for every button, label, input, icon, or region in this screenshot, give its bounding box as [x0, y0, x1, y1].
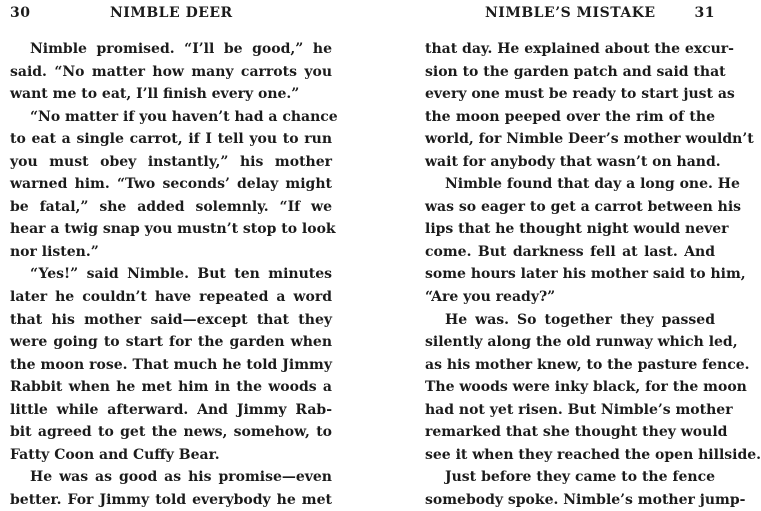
text-line: want me to eat, I’ll finish every one.” — [10, 86, 300, 103]
text-line: Just before they came to the fence — [445, 469, 715, 486]
text-line: that his mother said—except that they — [10, 311, 332, 328]
text-line: wait for anybody that wasn’t on hand. — [425, 153, 721, 170]
text-line: had not yet risen. But Nimble’s mother — [425, 401, 733, 418]
text-line: world, for Nimble Deer’s mother wouldn’t — [425, 131, 754, 148]
text-line: somebody spoke. Nimble’s mother jump- — [425, 491, 746, 508]
text-line: were going to start for the garden when — [10, 334, 332, 351]
left-page — [10, 0, 338, 508]
text-line: warned him. “Two seconds’ delay might — [10, 176, 332, 193]
text-line: see it when they reached the open hillside. — [425, 446, 761, 463]
text-line: Nimble promised. “I’ll be good,” he — [30, 41, 332, 57]
text-line: “Are you ready?” — [425, 289, 556, 306]
text-line: silently along the old runway which led, — [425, 334, 738, 351]
text-line: said. “No matter how many carrots you — [10, 63, 332, 80]
text-line: Fatty Coon and Cuffy Bear. — [10, 446, 220, 463]
text-line: that day. He explained about the excur- — [425, 41, 734, 57]
text-line: come. But darkness fell at last. And — [425, 243, 715, 260]
text-line: be fatal,” she added solemnly. “If we — [10, 198, 332, 215]
text-line: “No matter if you haven’t had a chance — [30, 108, 338, 125]
text-line: was so eager to get a carrot between his — [425, 198, 742, 215]
text-line: Rabbit when he met him in the woods a — [10, 379, 332, 396]
page-number: 31 — [694, 5, 715, 21]
page-number: 30 — [10, 5, 31, 21]
text-line: to eat a single carrot, if I tell you to run — [10, 131, 332, 148]
text-line: as his mother knew, to the pasture fence. — [425, 356, 750, 373]
text-line: nor listen.” — [10, 243, 99, 260]
right-page-header — [425, 5, 715, 25]
text-line: He was as good as his promise—even — [30, 469, 332, 486]
text-line: sion to the garden patch and said that — [425, 63, 726, 80]
right-page-body — [425, 38, 761, 511]
text-line: little while afterward. And Jimmy Rab- — [10, 401, 332, 418]
text-line: you must obey instantly,” his mother — [10, 153, 332, 170]
left-page-header — [10, 5, 332, 25]
text-line: the moon peeped over the rim of the — [425, 108, 715, 125]
text-line: He was. So together they passed — [445, 311, 715, 328]
text-line: Nimble found that day a long one. He — [445, 176, 740, 193]
text-line: bit agreed to get the news, somehow, to — [10, 424, 332, 441]
text-line: lips that he thought night would never — [425, 221, 729, 238]
text-line: some hours later his mother said to him, — [425, 266, 746, 283]
text-line: hear a twig snap you mustn’t stop to look — [10, 221, 336, 238]
left-page-body — [10, 38, 338, 511]
text-line: later he couldn’t have repeated a word — [10, 289, 332, 306]
text-line: every one must be ready to start just as — [425, 86, 735, 103]
right-page — [425, 0, 761, 508]
running-head: NIMBLE’S MISTAKE — [485, 5, 656, 21]
text-line: better. For Jimmy told everybody he met — [10, 491, 332, 508]
text-line: remarked that she thought they would — [425, 424, 728, 441]
text-line: The woods were inky black, for the moon — [425, 379, 747, 396]
text-line: the moon rose. That much he told Jimmy — [10, 356, 332, 373]
text-line: “Yes!” said Nimble. But ten minutes — [30, 266, 332, 283]
running-head: NIMBLE DEER — [110, 5, 233, 21]
